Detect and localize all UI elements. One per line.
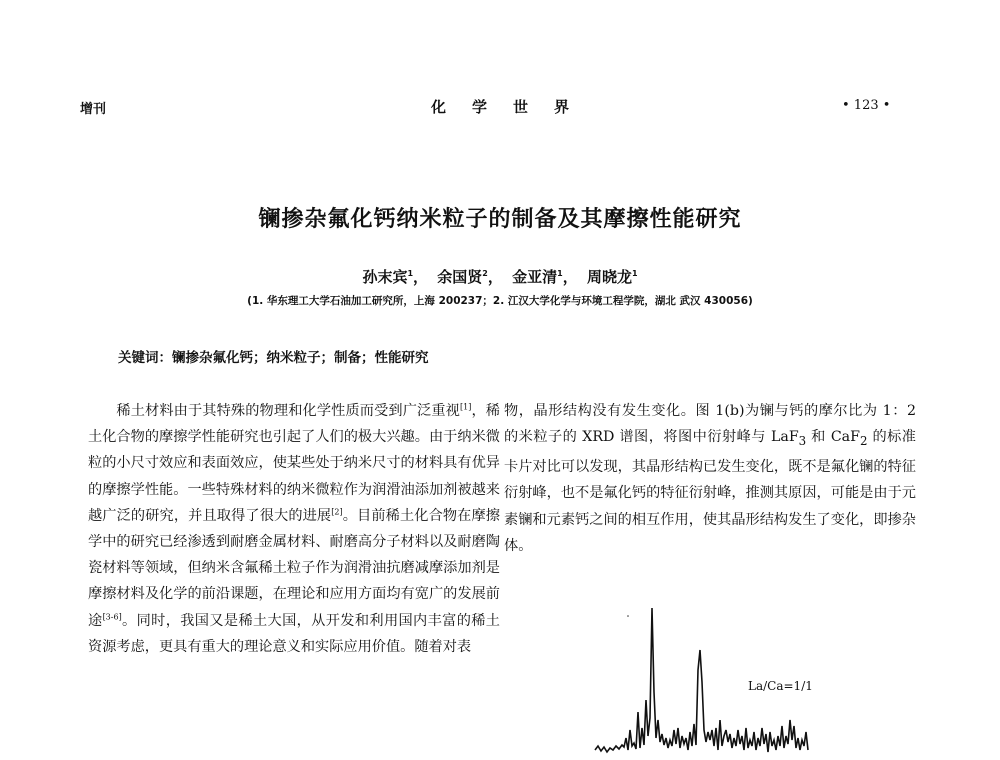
figure-series-label: La/Ca=1/1	[748, 679, 813, 693]
author: 余国贤$^2$，	[437, 268, 503, 286]
body-column-right: 物，晶形结构没有发生变化。图 1(b)为镧与钙的摩尔比为 1：2 的米粒子的 XRD 谱图，将图中衍射峰与 LaF$_3$ 和 CaF$_2$ 的标准卡片对比可以发现，其晶形结构已发生变化，既不是氟化镧的特征衍射峰，也不是氟化钙的特征衍射峰，推测其原因，可能是由于元素镧和元素钙之间的相互作用，使其晶形结构发生了变化，即掺杂体。	[504, 403, 916, 554]
paper-title: 镧掺杂氟化钙纳米粒子的制备及其摩擦性能研究	[258, 207, 742, 232]
body-column-left: 稀土材料由于其特殊的物理和化学性质而受到广泛重视[1]，稀土化合物的摩擦学性能研究也引起了人们的极大兴趣。由于纳米微粒的小尺寸效应和表面效应，使某些处于纳米尺寸的材料具有优异的摩擦学性能。一些特殊材料的纳米微粒作为润滑油添加剂被越来越广泛的研究，并且取得了很大的进展[2]。目前稀土化合物在摩擦学中的研究已经渗透到耐磨金属材料、耐磨高分子材料以及耐磨陶瓷材料等领域，但纳米含氟稀土粒子作为润滑油抗磨减摩添加剂是摩擦材料及化学的前沿课题，在理论和应用方面均有宽广的发展前途[3-6]。同时，我国又是稀土大国，从开发和利用国内丰富的稀土资源考虑，更具有重大的理论意义和实际应用价值。随着对表	[88, 402, 500, 655]
keywords	[118, 346, 429, 366]
author-list	[0, 266, 1000, 287]
journal-name: 化学世界	[430, 98, 595, 116]
keywords-text: 镧掺杂氟化钙；纳米粒子；制备；性能研究	[172, 350, 429, 366]
header-section: 增刊	[80, 102, 107, 117]
affiliation: (1. 华东理工大学石油加工研究所，上海 200237；2. 江汉大学化学与环境工程学院，湖北 武汉 430056)	[247, 295, 753, 307]
citation: [3-6]	[102, 611, 122, 621]
citation: [2]	[331, 507, 343, 517]
page-number: • 123 •	[842, 98, 891, 113]
xrd-figure	[580, 600, 880, 760]
author: 周晓龙$^1$	[586, 268, 638, 286]
author: 孙末宾$^1$，	[362, 268, 429, 286]
figure-dot	[627, 615, 629, 617]
keywords-label: 关键词：	[118, 350, 172, 366]
author: 金亚清$^1$，	[512, 268, 578, 286]
citation: [1]	[460, 402, 472, 412]
